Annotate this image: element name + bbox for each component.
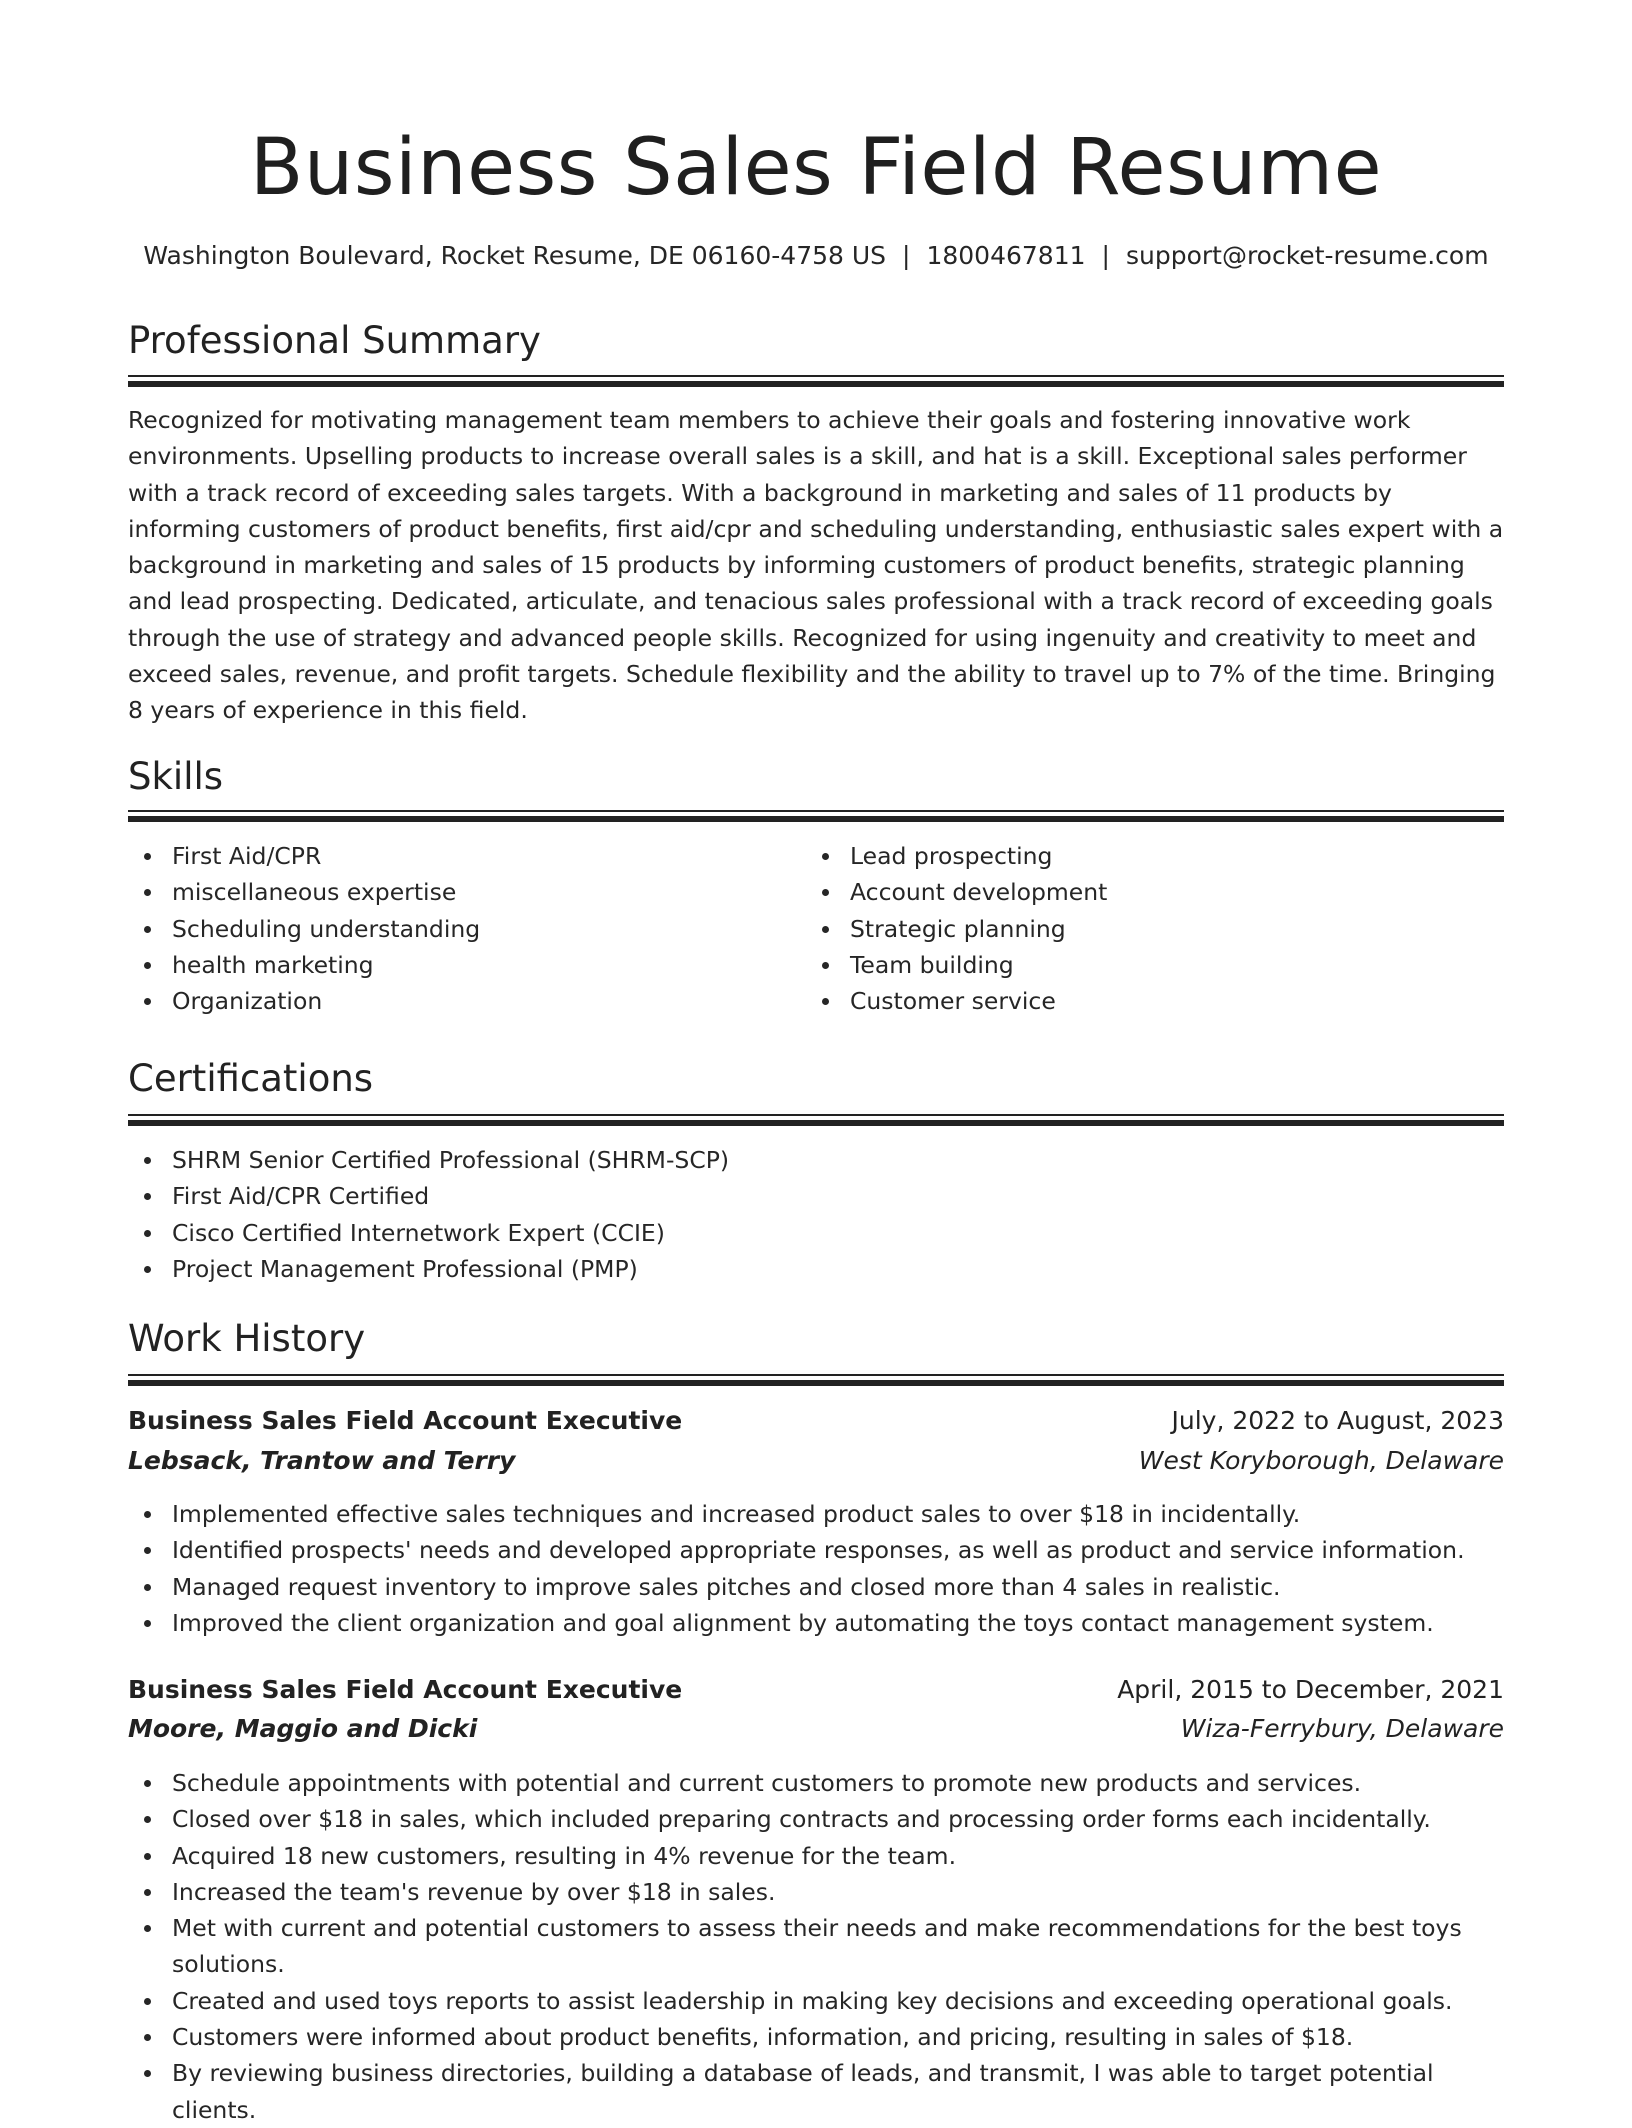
section-divider bbox=[128, 375, 1504, 387]
job-location: Wiza-Ferrybury, Delaware bbox=[1180, 1714, 1504, 1743]
job-company: Lebsack, Trantow and Terry bbox=[128, 1446, 516, 1475]
section-heading-work-history: Work History bbox=[128, 1317, 366, 1360]
job-header bbox=[128, 1403, 1504, 1439]
skill-item: Team building bbox=[850, 947, 1490, 983]
job-header bbox=[128, 1672, 1504, 1708]
job-bullet: Created and used toys reports to assist leadership in making key decisions and exceeding operational goals. bbox=[172, 1983, 1504, 2019]
section-divider bbox=[128, 810, 1504, 822]
skill-item: Organization bbox=[172, 983, 792, 1019]
job-title: Business Sales Field Account Executive bbox=[128, 1675, 683, 1704]
contact-address: Washington Boulevard, Rocket Resume, DE 06160-4758 US bbox=[143, 241, 887, 270]
job-bullet: Identified prospects' needs and developed appropriate responses, as well as product and service information. bbox=[172, 1532, 1504, 1568]
contact-line bbox=[116, 238, 1516, 274]
certification-item: Project Management Professional (PMP) bbox=[172, 1251, 1548, 1287]
job-bullet: Schedule appointments with potential and current customers to promote new products and services. bbox=[172, 1765, 1504, 1801]
job-title: Business Sales Field Account Executive bbox=[128, 1406, 683, 1435]
certifications-list bbox=[128, 1142, 1548, 1287]
job-bullet: Implemented effective sales techniques and increased product sales to over $18 in incidentally. bbox=[172, 1496, 1504, 1532]
job-dates: April, 2015 to December, 2021 bbox=[1117, 1675, 1504, 1704]
resume-title: Business Sales Field Resume bbox=[249, 123, 1383, 213]
job-bullet: Customers were informed about product benefits, information, and pricing, resulting in sales of $18. bbox=[172, 2019, 1504, 2055]
section-heading-certifications: Certifications bbox=[128, 1057, 374, 1100]
contact-separator: | bbox=[1101, 241, 1110, 270]
summary-text: Recognized for motivating management team members to achieve their goals and fostering innovative work environments. Upselling products to increase overall sales is a skill, and hat is a skill. Exceptional sales performer with a track record of exceeding sales targets. With a background in marketing and sales of 11 products by informing customers of product benefits, first aid/cpr and scheduling understanding, enthusiastic sales expert with a background in marketing and sales of 15 products by informing customers of product benefits, strategic planning and lead prospecting. Dedicated, articulate, and tenacious sales professional with a track record of exceeding goals through the use of strategy and advanced people skills. Recognized for using ingenuity and creativity to meet and exceed sales, revenue, and profit targets. Schedule flexibility and the ability to travel up to 7% of the time. Bringing 8 years of experience in this field. bbox=[128, 406, 1504, 725]
skill-item: health marketing bbox=[172, 947, 792, 983]
skill-item: Scheduling understanding bbox=[172, 911, 792, 947]
certification-item: First Aid/CPR Certified bbox=[172, 1178, 1548, 1214]
skill-item: First Aid/CPR bbox=[172, 838, 792, 874]
section-divider bbox=[128, 1114, 1504, 1126]
job-bullet: Improved the client organization and goal alignment by automating the toys contact management system. bbox=[172, 1605, 1504, 1641]
contact-separator: | bbox=[902, 241, 911, 270]
skill-item: Customer service bbox=[850, 983, 1490, 1019]
section-heading-summary: Professional Summary bbox=[128, 319, 541, 362]
job-bullets bbox=[128, 1496, 1504, 1641]
job-bullet: Increased the team's revenue by over $18 in sales. bbox=[172, 1874, 1504, 1910]
job-company: Moore, Maggio and Dicki bbox=[128, 1714, 478, 1743]
skill-item: Lead prospecting bbox=[850, 838, 1490, 874]
section-divider bbox=[128, 1374, 1504, 1386]
job-subheader bbox=[128, 1711, 1504, 1747]
job-bullet: By reviewing business directories, building a database of leads, and transmit, I was able to target potential clients. bbox=[172, 2055, 1504, 2128]
skills-list-left bbox=[128, 838, 792, 1019]
skills-list-right bbox=[806, 838, 1490, 1019]
section-heading-skills: Skills bbox=[128, 755, 224, 798]
job-dates: July, 2022 to August, 2023 bbox=[1171, 1406, 1504, 1435]
job-bullet: Acquired 18 new customers, resulting in 4% revenue for the team. bbox=[172, 1838, 1504, 1874]
certification-item: Cisco Certified Internetwork Expert (CCIE) bbox=[172, 1215, 1548, 1251]
skill-item: Account development bbox=[850, 874, 1490, 910]
skill-item: Strategic planning bbox=[850, 911, 1490, 947]
contact-phone: 1800467811 bbox=[926, 241, 1086, 270]
job-bullet: Closed over $18 in sales, which included preparing contracts and processing order forms each incidentally. bbox=[172, 1801, 1504, 1837]
contact-email[interactable]: support@rocket-resume.com bbox=[1125, 241, 1489, 270]
skill-item: miscellaneous expertise bbox=[172, 874, 792, 910]
job-subheader bbox=[128, 1443, 1504, 1479]
job-location: West Koryborough, Delaware bbox=[1138, 1446, 1504, 1475]
job-bullet: Managed request inventory to improve sales pitches and closed more than 4 sales in realistic. bbox=[172, 1569, 1504, 1605]
certification-item: SHRM Senior Certified Professional (SHRM-SCP) bbox=[172, 1142, 1548, 1178]
job-bullets bbox=[128, 1765, 1504, 2128]
job-bullet: Met with current and potential customers to assess their needs and make recommendations for the best toys solutions. bbox=[172, 1910, 1504, 1983]
